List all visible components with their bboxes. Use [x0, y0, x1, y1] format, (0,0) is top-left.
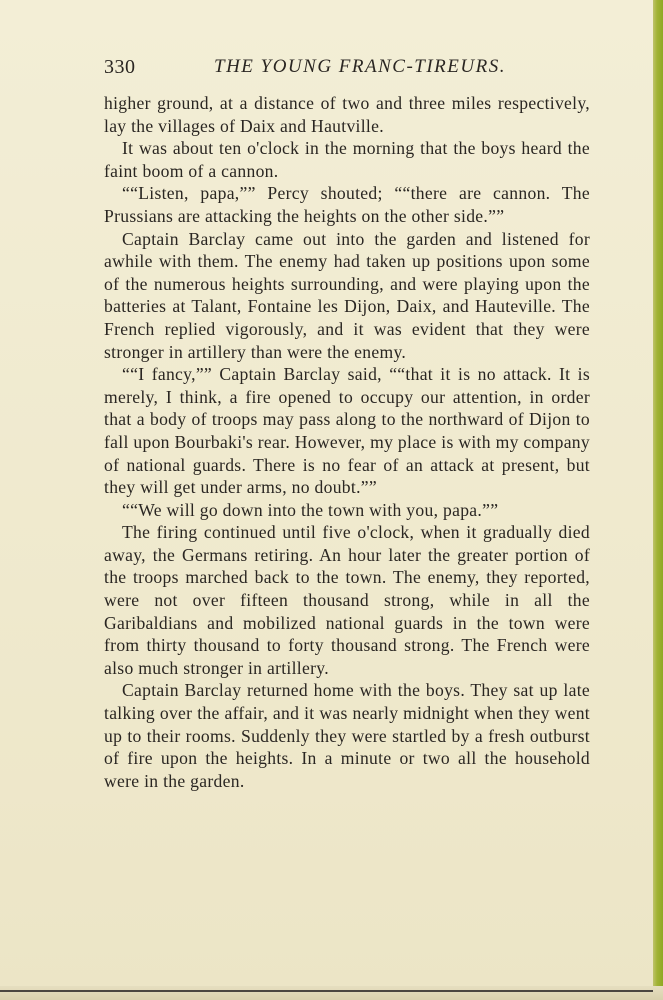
paragraph: It was about ten o'clock in the morning that the boys heard the faint boom of a cannon. — [104, 138, 590, 181]
paragraph: The firing continued until five o'clock, when it gradually died away, the Germans retiring. An hour later the greater portion of the troops marched back to the town. The enemy, they reported, were not over fifteen thousand strong, while in all the Garibaldians and mobilized national guards in the town were from thirty thousand to forty thousand strong. The French were also much stronger in artillery. — [104, 522, 590, 678]
bottom-rule — [0, 990, 653, 992]
page-number: 330 — [104, 56, 136, 78]
paragraph: Captain Barclay came out into the garden and listened for awhile with them. The enemy had taken up positions upon some of the numerous heights surrounding, and were playing upon the batteries at Talant, Fontaine les Dijon, Daix, and Hauteville. The French replied vigorously, and it was evident that they were stronger in artillery than were the enemy. — [104, 228, 590, 362]
page-edge-binding — [653, 0, 663, 1000]
running-title: THE YOUNG FRANC-TIREURS. — [214, 56, 506, 77]
bottom-page-edge — [0, 986, 663, 1000]
paragraph: Captain Barclay returned home with the boys. They sat up late talking over the affair, and it was nearly midnight when they went up to their rooms. Suddenly they were startled by a fresh outburst of fire upon the heights. In a minute or two all the household were in the garden. — [104, 680, 590, 791]
paragraph: ““I fancy,”” Captain Barclay said, ““that it is no attack. It is merely, I think, a fire opened to occupy our attention, in order that a body of troops may pass along to the northward of Dijon to fall upon Bourbaki's rear. However, my place is with my company of national guards. There is no fear of an attack at present, but they will get under arms, no doubt.”” — [104, 364, 590, 498]
body-text — [104, 92, 590, 792]
paragraph: ““We will go down into the town with you, papa.”” — [122, 499, 499, 520]
running-head — [104, 56, 594, 80]
paragraph: higher ground, at a distance of two and three miles respectively, lay the villages of Daix and Hautville. — [104, 93, 590, 136]
paragraph: ““Listen, papa,”” Percy shouted; ““there are cannon. The Prussians are attacking the heights on the other side.”” — [104, 183, 590, 226]
